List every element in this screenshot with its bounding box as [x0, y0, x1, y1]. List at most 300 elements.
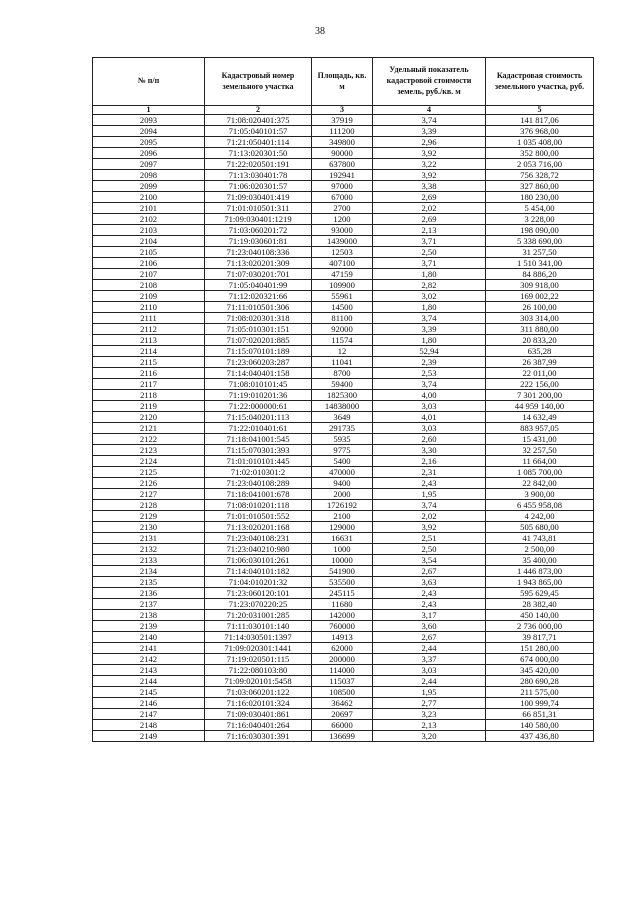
- cadastral-number-cell: 71:07:030201:701: [205, 269, 312, 280]
- table-row: [93, 522, 594, 533]
- row-number-cell: 2138: [93, 610, 205, 621]
- cadastral-value-cell: 3 900,00: [486, 489, 594, 500]
- row-number-cell: 2128: [93, 500, 205, 511]
- unit-rate-cell: 2,43: [373, 599, 486, 610]
- cadastral-value-cell: 5 338 690,00: [486, 236, 594, 247]
- table-row: [93, 676, 594, 687]
- area-cell: 2700: [312, 203, 373, 214]
- table-row: [93, 500, 594, 511]
- cadastral-value-cell: 437 436,80: [486, 731, 594, 742]
- cadastral-number-cell: 71:09:020301:1441: [205, 643, 312, 654]
- cadastral-number-cell: 71:16:040401:264: [205, 720, 312, 731]
- area-cell: 470000: [312, 467, 373, 478]
- cadastral-number-cell: 71:09:020101:5458: [205, 676, 312, 687]
- unit-rate-cell: 2,67: [373, 632, 486, 643]
- row-number-cell: 2122: [93, 434, 205, 445]
- row-number-cell: 2131: [93, 533, 205, 544]
- cadastral-number-cell: 71:22:000000:61: [205, 401, 312, 412]
- cadastral-number-cell: 71:15:070301:393: [205, 445, 312, 456]
- cadastral-number-cell: 71:18:041001:678: [205, 489, 312, 500]
- cadastral-number-cell: 71:22:020501:191: [205, 159, 312, 170]
- area-cell: 2100: [312, 511, 373, 522]
- unit-rate-cell: 3,39: [373, 126, 486, 137]
- cadastral-value-cell: 211 575,00: [486, 687, 594, 698]
- cadastral-number-cell: 71:05:040401:99: [205, 280, 312, 291]
- area-cell: 760000: [312, 621, 373, 632]
- area-cell: 129000: [312, 522, 373, 533]
- table-row: [93, 544, 594, 555]
- cadastral-number-cell: 71:03:060201:72: [205, 225, 312, 236]
- table-body: [93, 115, 594, 742]
- cadastral-value-cell: 22 011,00: [486, 368, 594, 379]
- cadastral-value-cell: 883 957,05: [486, 423, 594, 434]
- unit-rate-cell: 3,92: [373, 170, 486, 181]
- unit-rate-cell: 1,80: [373, 269, 486, 280]
- cadastral-value-cell: 151 280,00: [486, 643, 594, 654]
- cadastral-number-cell: 71:01:010501:311: [205, 203, 312, 214]
- cadastral-value-cell: 84 886,20: [486, 269, 594, 280]
- row-number-cell: 2105: [93, 247, 205, 258]
- area-cell: 55961: [312, 291, 373, 302]
- cadastral-value-cell: 180 230,00: [486, 192, 594, 203]
- cadastral-value-cell: 11 664,00: [486, 456, 594, 467]
- table-row: [93, 731, 594, 742]
- cadastral-value-cell: 505 680,00: [486, 522, 594, 533]
- cadastral-value-cell: 595 629,45: [486, 588, 594, 599]
- row-number-cell: 2106: [93, 258, 205, 269]
- area-cell: 10000: [312, 555, 373, 566]
- row-number-cell: 2125: [93, 467, 205, 478]
- area-cell: 97000: [312, 181, 373, 192]
- cadastral-number-cell: 71:20:031001:285: [205, 610, 312, 621]
- cadastral-number-cell: 71:08:020401:375: [205, 115, 312, 126]
- cadastral-value-cell: 26 387,99: [486, 357, 594, 368]
- cadastral-number-cell: 71:13:020201:168: [205, 522, 312, 533]
- table-header: [93, 58, 594, 115]
- table-row: [93, 456, 594, 467]
- header-row: [93, 58, 594, 106]
- cadastral-value-cell: 44 959 140,00: [486, 401, 594, 412]
- row-number-cell: 2145: [93, 687, 205, 698]
- cadastral-number-cell: 71:19:020501:115: [205, 654, 312, 665]
- area-cell: 47159: [312, 269, 373, 280]
- row-number-cell: 2112: [93, 324, 205, 335]
- area-cell: 115037: [312, 676, 373, 687]
- table-row: [93, 687, 594, 698]
- row-number-cell: 2104: [93, 236, 205, 247]
- area-cell: 62000: [312, 643, 373, 654]
- row-number-cell: 2098: [93, 170, 205, 181]
- row-number-cell: 2117: [93, 379, 205, 390]
- unit-rate-cell: 3,22: [373, 159, 486, 170]
- table-row: [93, 533, 594, 544]
- unit-rate-cell: 1,95: [373, 687, 486, 698]
- cadastral-number-cell: 71:23:040108:231: [205, 533, 312, 544]
- unit-rate-cell: 2,69: [373, 214, 486, 225]
- row-number-cell: 2111: [93, 313, 205, 324]
- cadastral-number-cell: 71:06:030101:261: [205, 555, 312, 566]
- cadastre-table: [92, 57, 594, 742]
- row-number-cell: 2096: [93, 148, 205, 159]
- header-unit-rate: Удельный показатель кадастровой стоимости земель, руб./кв. м: [373, 58, 486, 106]
- cadastral-number-cell: 71:23:060203:287: [205, 357, 312, 368]
- table-row: [93, 313, 594, 324]
- unit-rate-cell: 2,02: [373, 203, 486, 214]
- cadastral-value-cell: 26 100,00: [486, 302, 594, 313]
- cadastral-number-cell: 71:02:010301:2: [205, 467, 312, 478]
- row-number-cell: 2099: [93, 181, 205, 192]
- area-cell: 291735: [312, 423, 373, 434]
- cadastral-value-cell: 756 328,72: [486, 170, 594, 181]
- table-row: [93, 654, 594, 665]
- unit-rate-cell: 2,02: [373, 511, 486, 522]
- area-cell: 2000: [312, 489, 373, 500]
- row-number-cell: 2136: [93, 588, 205, 599]
- unit-rate-cell: 2,39: [373, 357, 486, 368]
- cadastral-number-cell: 71:22:010401:61: [205, 423, 312, 434]
- area-cell: 36462: [312, 698, 373, 709]
- cadastral-number-cell: 71:15:040201:113: [205, 412, 312, 423]
- cadastral-number-cell: 71:15:070101:189: [205, 346, 312, 357]
- table-row: [93, 115, 594, 126]
- area-cell: 114000: [312, 665, 373, 676]
- table-row: [93, 434, 594, 445]
- cadastral-value-cell: 352 800,00: [486, 148, 594, 159]
- row-number-cell: 2127: [93, 489, 205, 500]
- row-number-cell: 2129: [93, 511, 205, 522]
- cadastral-number-cell: 71:23:070220:25: [205, 599, 312, 610]
- area-cell: 637800: [312, 159, 373, 170]
- unit-rate-cell: 3,02: [373, 291, 486, 302]
- table-row: [93, 423, 594, 434]
- cadastral-value-cell: 5 454,00: [486, 203, 594, 214]
- row-number-cell: 2143: [93, 665, 205, 676]
- cadastral-number-cell: 71:05:010301:151: [205, 324, 312, 335]
- unit-rate-cell: 2,82: [373, 280, 486, 291]
- table-row: [93, 280, 594, 291]
- unit-rate-cell: 2,44: [373, 643, 486, 654]
- table-row: [93, 214, 594, 225]
- table-row: [93, 148, 594, 159]
- cadastral-number-cell: 71:12:020321:66: [205, 291, 312, 302]
- table-row: [93, 236, 594, 247]
- cadastral-number-cell: 71:13:030401:78: [205, 170, 312, 181]
- area-cell: 108500: [312, 687, 373, 698]
- table-row: [93, 357, 594, 368]
- row-number-cell: 2109: [93, 291, 205, 302]
- row-number-cell: 2121: [93, 423, 205, 434]
- table-row: [93, 335, 594, 346]
- area-cell: 20697: [312, 709, 373, 720]
- area-cell: 200000: [312, 654, 373, 665]
- cadastral-number-cell: 71:08:010101:45: [205, 379, 312, 390]
- cadastral-number-cell: 71:07:020201:885: [205, 335, 312, 346]
- unit-rate-cell: 3,17: [373, 610, 486, 621]
- unit-rate-cell: 3,74: [373, 115, 486, 126]
- unit-rate-cell: 3,60: [373, 621, 486, 632]
- row-number-cell: 2132: [93, 544, 205, 555]
- cadastral-number-cell: 71:14:030501:1397: [205, 632, 312, 643]
- area-cell: 245115: [312, 588, 373, 599]
- table-row: [93, 610, 594, 621]
- cadastral-number-cell: 71:23:040108:336: [205, 247, 312, 258]
- cadastral-value-cell: 280 690,28: [486, 676, 594, 687]
- unit-rate-cell: 2,13: [373, 225, 486, 236]
- unit-rate-cell: 3,74: [373, 313, 486, 324]
- table-row: [93, 192, 594, 203]
- unit-rate-cell: 3,37: [373, 654, 486, 665]
- cadastral-value-cell: 1 446 873,00: [486, 566, 594, 577]
- unit-rate-cell: 3,03: [373, 401, 486, 412]
- table-row: [93, 555, 594, 566]
- table-row: [93, 489, 594, 500]
- row-number-cell: 2097: [93, 159, 205, 170]
- unit-rate-cell: 2,51: [373, 533, 486, 544]
- unit-rate-cell: 3,30: [373, 445, 486, 456]
- table-row: [93, 170, 594, 181]
- unit-rate-cell: 3,54: [373, 555, 486, 566]
- unit-rate-cell: 2,31: [373, 467, 486, 478]
- unit-rate-cell: 3,38: [373, 181, 486, 192]
- unit-rate-cell: 2,50: [373, 247, 486, 258]
- area-cell: 14838000: [312, 401, 373, 412]
- row-number-cell: 2144: [93, 676, 205, 687]
- table-row: [93, 621, 594, 632]
- column-number: 3: [312, 106, 373, 115]
- area-cell: 90000: [312, 148, 373, 159]
- row-number-cell: 2124: [93, 456, 205, 467]
- cadastral-value-cell: 2 053 716,00: [486, 159, 594, 170]
- table-row: [93, 412, 594, 423]
- cadastral-value-cell: 450 140,00: [486, 610, 594, 621]
- cadastral-value-cell: 15 431,00: [486, 434, 594, 445]
- column-number: 5: [486, 106, 594, 115]
- cadastral-number-cell: 71:23:040210:980: [205, 544, 312, 555]
- row-number-cell: 2130: [93, 522, 205, 533]
- table-row: [93, 709, 594, 720]
- cadastral-value-cell: 22 842,00: [486, 478, 594, 489]
- unit-rate-cell: 3,92: [373, 148, 486, 159]
- unit-rate-cell: 4,01: [373, 412, 486, 423]
- row-number-cell: 2108: [93, 280, 205, 291]
- row-number-cell: 2107: [93, 269, 205, 280]
- area-cell: 59400: [312, 379, 373, 390]
- area-cell: 541900: [312, 566, 373, 577]
- cadastral-number-cell: 71:21:050401:114: [205, 137, 312, 148]
- cadastral-value-cell: 198 090,00: [486, 225, 594, 236]
- unit-rate-cell: 3,20: [373, 731, 486, 742]
- cadastral-value-cell: 1 510 341,00: [486, 258, 594, 269]
- unit-rate-cell: 3,03: [373, 665, 486, 676]
- table-row: [93, 302, 594, 313]
- header-area: Площадь, кв. м: [312, 58, 373, 106]
- unit-rate-cell: 4,00: [373, 390, 486, 401]
- cadastral-value-cell: 140 580,00: [486, 720, 594, 731]
- column-number: 1: [93, 106, 205, 115]
- row-number-cell: 2139: [93, 621, 205, 632]
- table-row: [93, 126, 594, 137]
- area-cell: 1439000: [312, 236, 373, 247]
- cadastral-number-cell: 71:11:010501:306: [205, 302, 312, 313]
- table-row: [93, 258, 594, 269]
- table-row: [93, 478, 594, 489]
- cadastral-value-cell: 1 035 408,00: [486, 137, 594, 148]
- table-row: [93, 566, 594, 577]
- table-row: [93, 511, 594, 522]
- cadastral-number-cell: 71:09:030401:419: [205, 192, 312, 203]
- cadastral-number-cell: 71:19:010201:36: [205, 390, 312, 401]
- area-cell: 109900: [312, 280, 373, 291]
- cadastral-value-cell: 20 833,20: [486, 335, 594, 346]
- area-cell: 11041: [312, 357, 373, 368]
- cadastral-number-cell: 71:09:030401:1219: [205, 214, 312, 225]
- table-row: [93, 225, 594, 236]
- unit-rate-cell: 3,39: [373, 324, 486, 335]
- table-row: [93, 291, 594, 302]
- unit-rate-cell: 52,94: [373, 346, 486, 357]
- cadastral-number-cell: 71:23:060120:101: [205, 588, 312, 599]
- cadastral-number-cell: 71:06:020301:57: [205, 181, 312, 192]
- row-number-cell: 2141: [93, 643, 205, 654]
- cadastral-value-cell: 309 918,00: [486, 280, 594, 291]
- cadastral-value-cell: 1 943 865,00: [486, 577, 594, 588]
- cadastral-number-cell: 71:13:020201:309: [205, 258, 312, 269]
- area-cell: 11574: [312, 335, 373, 346]
- cadastral-value-cell: 303 314,00: [486, 313, 594, 324]
- area-cell: 136699: [312, 731, 373, 742]
- table-row: [93, 665, 594, 676]
- unit-rate-cell: 3,63: [373, 577, 486, 588]
- table-row: [93, 379, 594, 390]
- column-number: 4: [373, 106, 486, 115]
- cadastral-number-cell: 71:09:030401:861: [205, 709, 312, 720]
- area-cell: 1726192: [312, 500, 373, 511]
- row-number-cell: 2094: [93, 126, 205, 137]
- table-row: [93, 137, 594, 148]
- row-number-cell: 2142: [93, 654, 205, 665]
- cadastral-value-cell: 222 156,00: [486, 379, 594, 390]
- cadastral-number-cell: 71:16:030301:391: [205, 731, 312, 742]
- cadastral-value-cell: 31 257,50: [486, 247, 594, 258]
- unit-rate-cell: 3,23: [373, 709, 486, 720]
- row-number-cell: 2134: [93, 566, 205, 577]
- row-number-cell: 2146: [93, 698, 205, 709]
- header-cadastral-number: Кадастровый номер земельного участка: [205, 58, 312, 106]
- area-cell: 192941: [312, 170, 373, 181]
- area-cell: 111200: [312, 126, 373, 137]
- table-row: [93, 632, 594, 643]
- table-row: [93, 247, 594, 258]
- cadastral-number-cell: 71:13:020301:50: [205, 148, 312, 159]
- unit-rate-cell: 2,13: [373, 720, 486, 731]
- cadastral-value-cell: 1 085 700,00: [486, 467, 594, 478]
- table-row: [93, 324, 594, 335]
- unit-rate-cell: 3,03: [373, 423, 486, 434]
- cadastral-number-cell: 71:01:010101:445: [205, 456, 312, 467]
- column-number: 2: [205, 106, 312, 115]
- cadastral-value-cell: 7 301 200,00: [486, 390, 594, 401]
- cadastral-number-cell: 71:22:080103:80: [205, 665, 312, 676]
- table-row: [93, 720, 594, 731]
- cadastral-number-cell: 71:01:010501:552: [205, 511, 312, 522]
- unit-rate-cell: 2,60: [373, 434, 486, 445]
- table-row: [93, 368, 594, 379]
- row-number-cell: 2103: [93, 225, 205, 236]
- unit-rate-cell: 2,43: [373, 478, 486, 489]
- cadastral-number-cell: 71:19:030601:81: [205, 236, 312, 247]
- table-row: [93, 467, 594, 478]
- table-row: [93, 181, 594, 192]
- unit-rate-cell: 2,44: [373, 676, 486, 687]
- area-cell: 1000: [312, 544, 373, 555]
- cadastral-value-cell: 2 736 000,00: [486, 621, 594, 632]
- cadastral-value-cell: 327 860,00: [486, 181, 594, 192]
- table-row: [93, 401, 594, 412]
- unit-rate-cell: 3,92: [373, 522, 486, 533]
- table-row: [93, 390, 594, 401]
- row-number-cell: 2126: [93, 478, 205, 489]
- unit-rate-cell: 2,96: [373, 137, 486, 148]
- area-cell: 1200: [312, 214, 373, 225]
- header-row-number: № п/п: [93, 58, 205, 106]
- row-number-cell: 2115: [93, 357, 205, 368]
- table-row: [93, 346, 594, 357]
- cadastral-value-cell: 311 880,00: [486, 324, 594, 335]
- area-cell: 92000: [312, 324, 373, 335]
- cadastral-value-cell: 35 400,00: [486, 555, 594, 566]
- area-cell: 37919: [312, 115, 373, 126]
- cadastral-value-cell: 32 257,50: [486, 445, 594, 456]
- cadastral-number-cell: 71:18:041001:545: [205, 434, 312, 445]
- cadastral-value-cell: 345 420,00: [486, 665, 594, 676]
- area-cell: 16631: [312, 533, 373, 544]
- cadastral-number-cell: 71:23:040108:289: [205, 478, 312, 489]
- cadastral-value-cell: 6 455 958,08: [486, 500, 594, 511]
- unit-rate-cell: 3,71: [373, 258, 486, 269]
- table-row: [93, 159, 594, 170]
- row-number-cell: 2133: [93, 555, 205, 566]
- cadastral-value-cell: 635,28: [486, 346, 594, 357]
- cadastral-value-cell: 4 242,00: [486, 511, 594, 522]
- cadastral-number-cell: 71:04:010201:32: [205, 577, 312, 588]
- unit-rate-cell: 2,16: [373, 456, 486, 467]
- row-number-cell: 2123: [93, 445, 205, 456]
- cadastral-value-cell: 14 632,49: [486, 412, 594, 423]
- row-number-cell: 2100: [93, 192, 205, 203]
- area-cell: 93000: [312, 225, 373, 236]
- row-number-cell: 2137: [93, 599, 205, 610]
- row-number-cell: 2116: [93, 368, 205, 379]
- header-cadastral-value: Кадастровая стоимость земельного участка, руб.: [486, 58, 594, 106]
- area-cell: 11680: [312, 599, 373, 610]
- cadastral-number-cell: 71:16:020101:324: [205, 698, 312, 709]
- unit-rate-cell: 1,80: [373, 335, 486, 346]
- area-cell: 349800: [312, 137, 373, 148]
- area-cell: 81100: [312, 313, 373, 324]
- cadastral-number-cell: 71:05:040101:57: [205, 126, 312, 137]
- table-row: [93, 269, 594, 280]
- cadastral-value-cell: 66 851,31: [486, 709, 594, 720]
- cadastral-value-cell: 39 817,71: [486, 632, 594, 643]
- row-number-cell: 2113: [93, 335, 205, 346]
- row-number-cell: 2101: [93, 203, 205, 214]
- row-number-cell: 2095: [93, 137, 205, 148]
- area-cell: 14500: [312, 302, 373, 313]
- cadastral-value-cell: 3 228,00: [486, 214, 594, 225]
- unit-rate-cell: 2,53: [373, 368, 486, 379]
- row-number-cell: 2149: [93, 731, 205, 742]
- table-row: [93, 698, 594, 709]
